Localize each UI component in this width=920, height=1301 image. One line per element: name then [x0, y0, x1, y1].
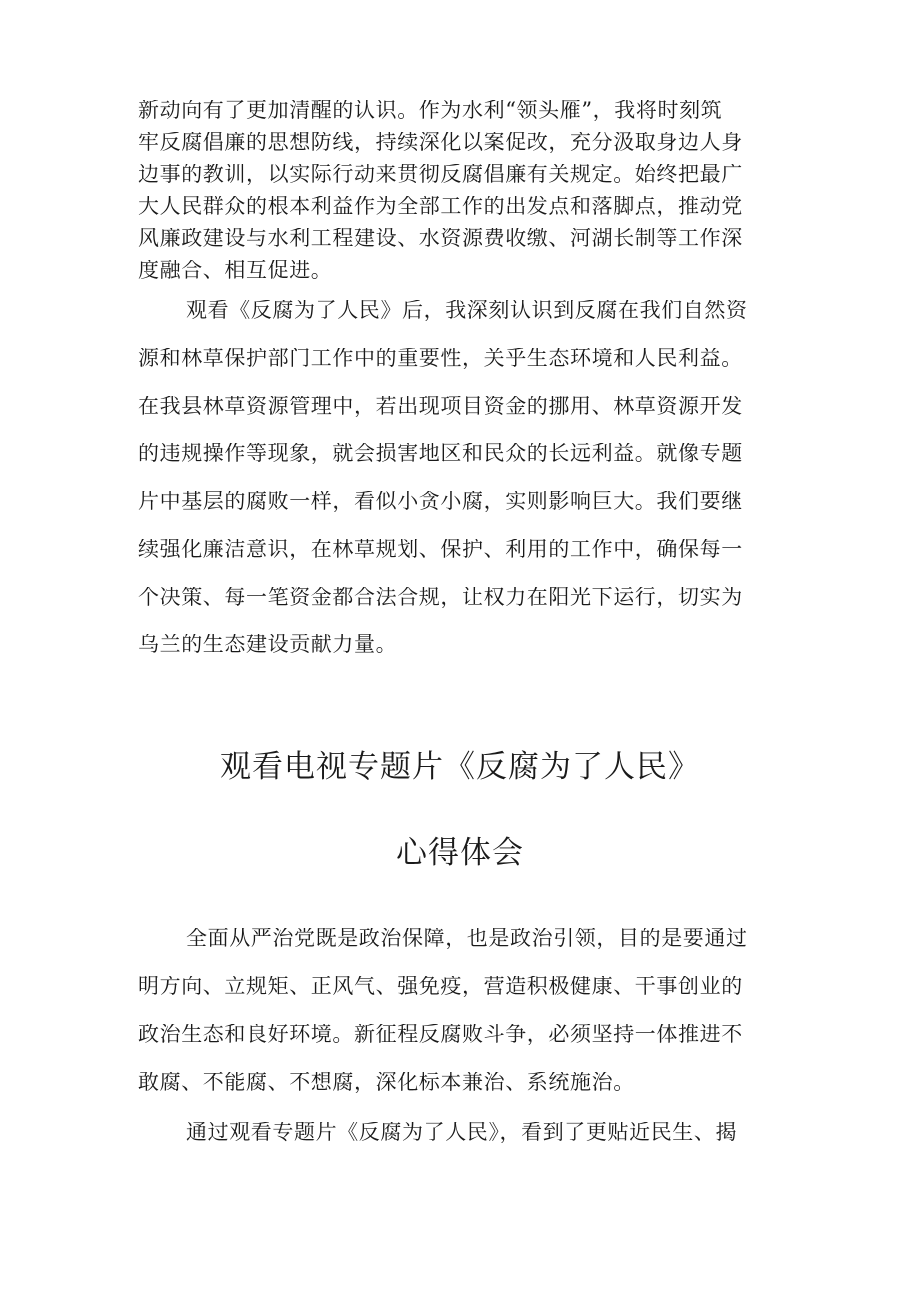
paragraph-line: 续强化廉洁意识，在林草规划、保护、利用的工作中，确保每一 [138, 539, 743, 560]
paragraph-line: 牢反腐倡廉的思想防线，持续深化以案促改，充分汲取身边人身 [138, 132, 743, 153]
paragraph-line: 敢腐、不能腐、不想腐，深化标本兼治、系统施治。 [138, 1072, 635, 1093]
paragraph-line: 观看《反腐为了人民》后，我深刻认识到反腐在我们自然资 [186, 300, 748, 321]
paragraph-line: 明方向、立规矩、正风气、强免疫，营造积极健康、干事创业的 [138, 976, 743, 997]
paragraph-line: 的违规操作等现象，就会损害地区和民众的长远利益。就像专题 [138, 443, 743, 464]
paragraph-line: 源和林草保护部门工作中的重要性，关乎生态环境和人民利益。 [138, 348, 743, 369]
paragraph-line: 风廉政建设与水利工程建设、水资源费收缴、河湖长制等工作深 [138, 228, 743, 249]
paragraph-line: 片中基层的腐败一样，看似小贪小腐，实则影响巨大。我们要继 [138, 491, 743, 512]
paragraph-line: 边事的教训，以实际行动来贯彻反腐倡廉有关规定。始终把最广 [138, 164, 743, 185]
paragraph-line: 新动向有了更加清醒的认识。作为水利“领头雁”，我将时刻筑 [138, 100, 723, 121]
paragraph-line: 通过观看专题片《反腐为了人民》，看到了更贴近民生、揭 [186, 1122, 738, 1143]
paragraph-line: 在我县林草资源管理中，若出现项目资金的挪用、林草资源开发 [138, 396, 743, 417]
document-subtitle: 心得体会 [396, 835, 524, 871]
paragraph-line: 个决策、每一笔资金都合法合规，让权力在阳光下运行，切实为 [138, 587, 743, 608]
paragraph-line: 政治生态和良好环境。新征程反腐败斗争，必须坚持一体推进不 [138, 1024, 743, 1045]
document-title: 观看电视专题片《反腐为了人民》 [220, 749, 700, 785]
paragraph-line: 乌兰的生态建设贡献力量。 [138, 634, 398, 655]
paragraph-line: 全面从严治党既是政治保障，也是政治引领，目的是要通过 [186, 928, 748, 949]
paragraph-line: 度融合、相互促进。 [138, 260, 333, 281]
paragraph-line: 大人民群众的根本利益作为全部工作的出发点和落脚点，推动党 [138, 196, 743, 217]
